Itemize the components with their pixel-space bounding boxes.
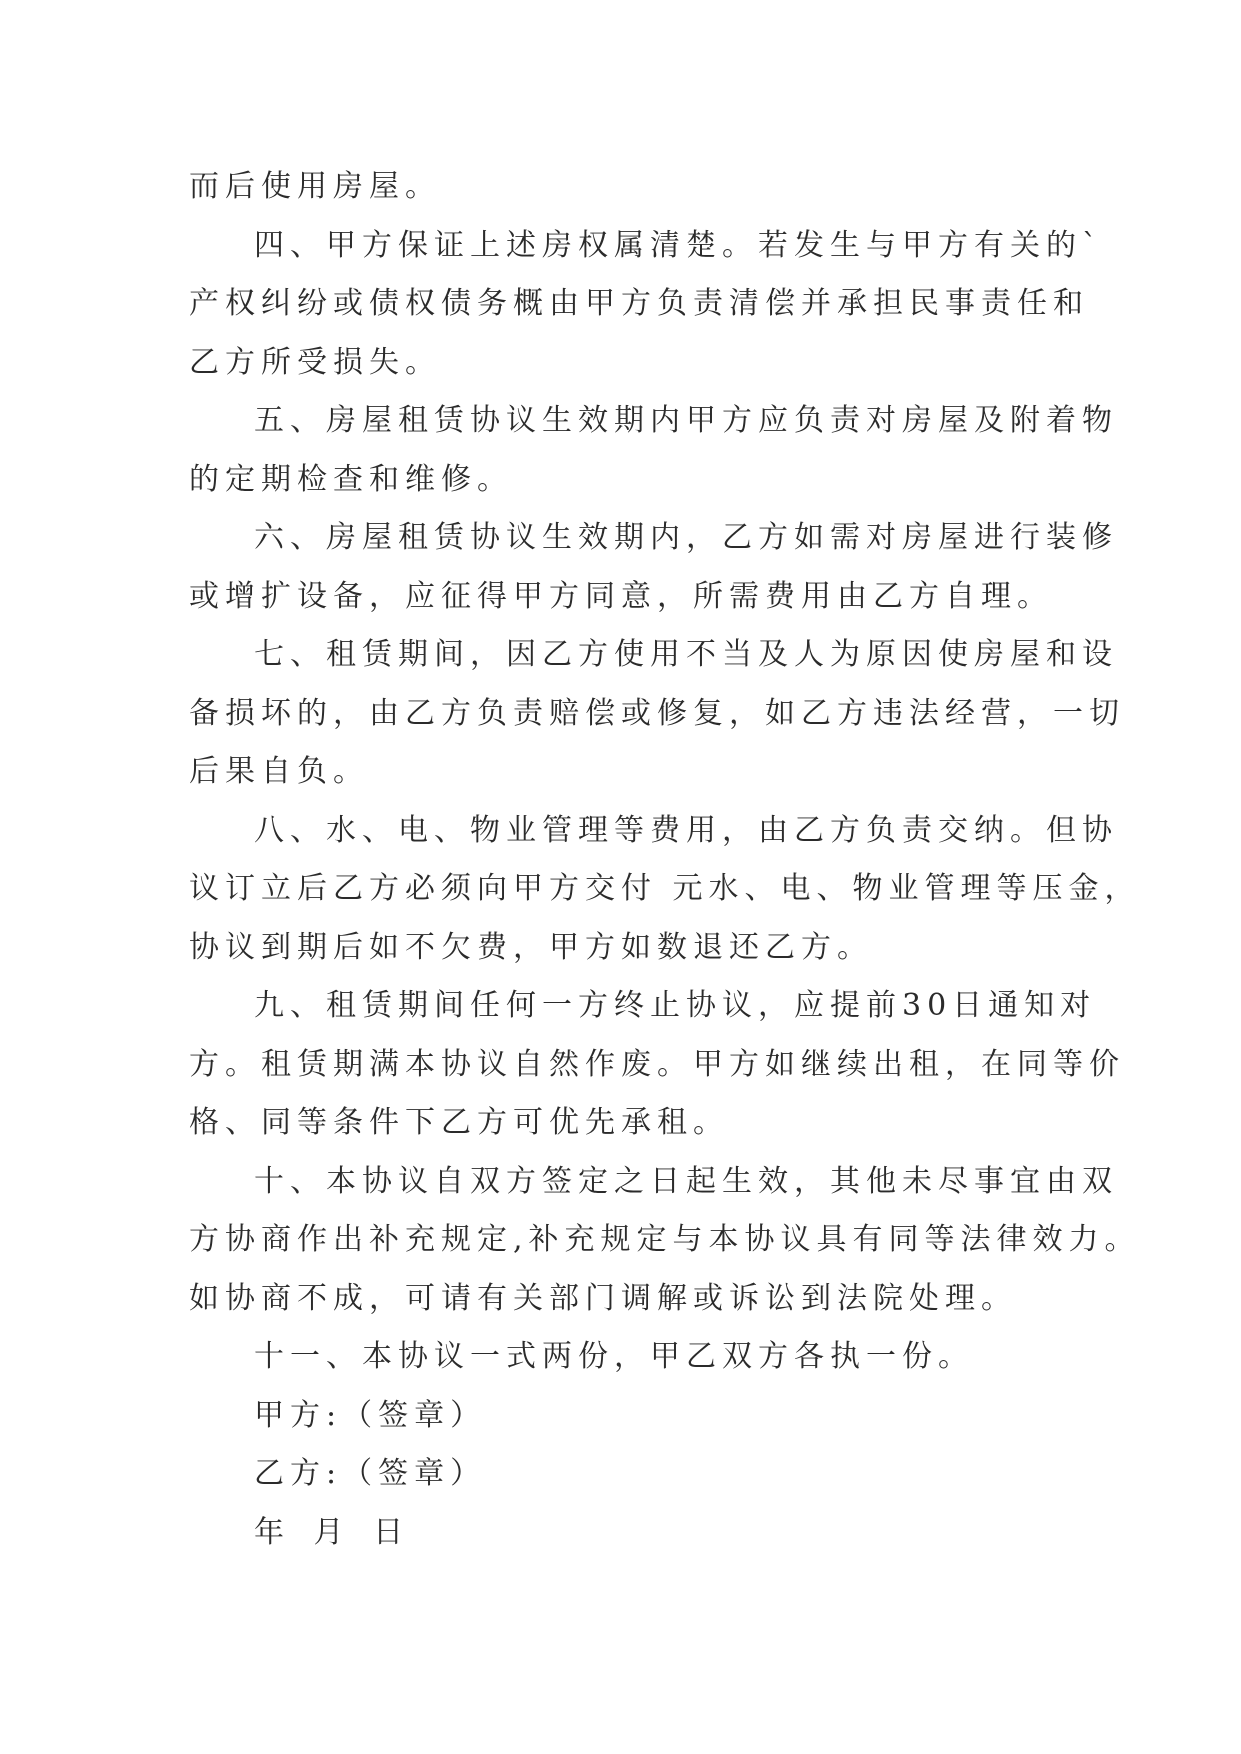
- party-a-signature: 甲方:（签章）: [254, 1397, 487, 1433]
- clause-eight-line-2: 议订立后乙方必须向甲方交付 元水、电、物业管理等压金，: [189, 871, 1141, 906]
- clause-seven-line-2: 备损坏的，由乙方负责赔偿或修复，如乙方违法经营，一切: [189, 695, 1125, 731]
- clause-five-line-1: 五、房屋租赁协议生效期内甲方应负责对房屋及附着物: [254, 403, 1118, 438]
- clause-ten-line-1: 十、本协议自双方签定之日起生效，其他未尽事宜由双: [254, 1163, 1118, 1199]
- clause-nine-line-1: 九、租赁期间任何一方终止协议，应提前30日通知对: [254, 988, 1097, 1023]
- clause-seven-line-3: 后果自负。: [189, 754, 369, 789]
- clause-ten-line-2: 方协商作出补充规定,补充规定与本协议具有同等法律效力。: [189, 1222, 1141, 1257]
- clause-seven-line-1: 七、租赁期间，因乙方使用不当及人为原因使房屋和设: [254, 637, 1118, 672]
- clause-nine-line-2: 方。租赁期满本协议自然作废。甲方如继续出租，在同等价: [189, 1046, 1125, 1082]
- date-line: 年 月 日: [254, 1514, 414, 1550]
- clause-five-line-2: 的定期检查和维修。: [189, 461, 513, 497]
- text-line: 而后使用房屋。: [189, 169, 441, 204]
- clause-ten-line-3: 如协商不成，可请有关部门调解或诉讼到法院处理。: [189, 1280, 1017, 1316]
- clause-four-line-1: 四、甲方保证上述房权属清楚。若发生与甲方有关的`: [254, 227, 1103, 263]
- clause-eight-line-3: 协议到期后如不欠费，甲方如数退还乙方。: [189, 929, 873, 965]
- clause-four-line-3: 乙方所受损失。: [189, 344, 441, 380]
- party-b-signature: 乙方:（签章）: [254, 1456, 487, 1491]
- clause-six-line-1: 六、房屋租赁协议生效期内，乙方如需对房屋进行装修: [254, 520, 1118, 555]
- clause-four-line-2: 产权纠纷或债权债务概由甲方负责清偿并承担民事责任和: [189, 286, 1089, 321]
- clause-six-line-2: 或增扩设备，应征得甲方同意，所需费用由乙方自理。: [189, 578, 1053, 614]
- clause-eight-line-1: 八、水、电、物业管理等费用，由乙方负责交纳。但协: [254, 812, 1118, 848]
- document-body: [189, 158, 1141, 1562]
- clause-nine-line-3: 格、同等条件下乙方可优先承租。: [189, 1105, 729, 1140]
- clause-eleven-line: 十一、本协议一式两份，甲乙双方各执一份。: [254, 1339, 974, 1374]
